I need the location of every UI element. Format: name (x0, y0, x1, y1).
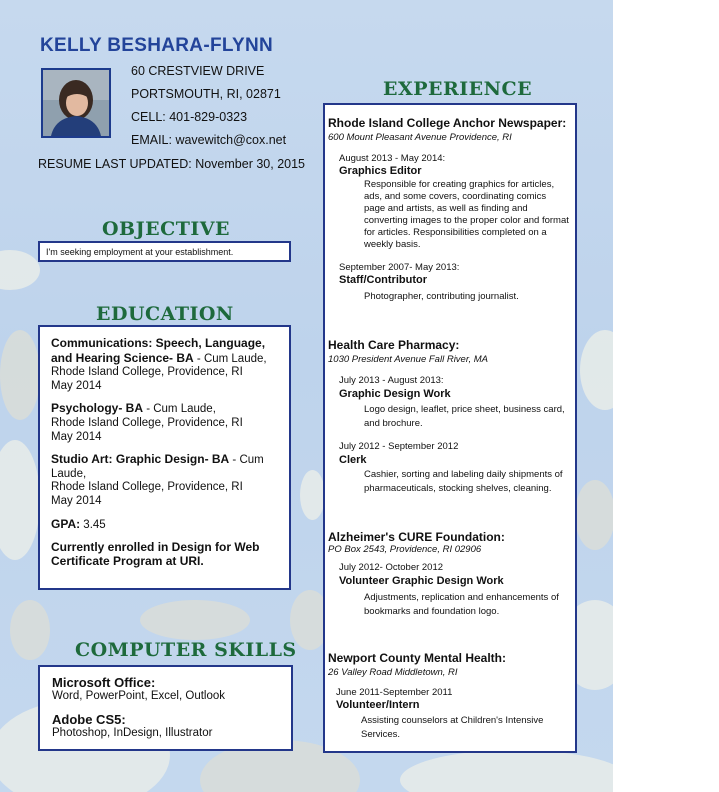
resume-updated: RESUME LAST UPDATED: November 30, 2015 (38, 157, 305, 171)
bg-texture (140, 600, 250, 640)
role-title: Volunteer/Intern (336, 699, 420, 711)
bg-texture (10, 600, 50, 660)
gpa (51, 518, 279, 533)
employer-address: PO Box 2543, Providence, RI 02906 (328, 544, 482, 555)
role-description: Adjustments, replication and enhancements of bookmarks and foundation logo. (364, 592, 559, 617)
role-description: Responsible for creating graphics for articles, ads, and some covers, coordinating comics page and artists, as well as finding and converting images to the proper color and format for articles. Responsibilities completed on a weekly basis. (364, 179, 569, 250)
employer-address: 600 Mount Pleasant Avenue Providence, RI (328, 132, 512, 143)
bg-texture (400, 750, 613, 792)
school: Rhode Island College, Providence, RI (51, 416, 243, 429)
role-dates: July 2012 - September 2012 (339, 441, 459, 452)
enrollment-note: Currently enrolled in Design for Web Certificate Program at URI. (51, 540, 260, 568)
role-description: Photographer, contributing journalist. (364, 291, 519, 302)
employer-address: 1030 President Avenue Fall River, MA (328, 354, 489, 365)
role-description: Logo design, leaflet, price sheet, business card, and brochure. (364, 404, 565, 429)
role-dates: September 2007- May 2013: (339, 262, 460, 273)
bg-texture (580, 330, 613, 410)
bg-texture (300, 470, 325, 520)
role-title: Volunteer Graphic Design Work (339, 575, 504, 587)
degree-honor: - Cum Laude, (143, 403, 216, 416)
role-title: Graphics Editor (339, 165, 422, 177)
skills-box (38, 665, 293, 751)
education-item (51, 402, 279, 444)
skill-group-title: Microsoft Office: (52, 675, 156, 690)
experience-heading: EXPERIENCE (383, 78, 533, 100)
bg-texture (575, 480, 613, 550)
objective-heading: OBJECTIVE (102, 218, 230, 240)
gpa-label: GPA: (51, 516, 81, 531)
role-title: Graphic Design Work (339, 388, 451, 400)
degree-title: Psychology- BA (51, 401, 144, 416)
graduation-date: May 2014 (51, 494, 102, 507)
cell-phone: CELL: 401-829-0323 (131, 110, 248, 124)
skill-group-title: Adobe CS5: (52, 712, 126, 727)
education-heading: EDUCATION (96, 303, 234, 325)
role-dates: June 2011-September 2011 (336, 687, 453, 698)
graduation-date: May 2014 (51, 430, 102, 443)
gpa-value: 3.45 (80, 518, 106, 531)
skills-heading: COMPUTER SKILLS (75, 639, 297, 661)
objective-text: I'm seeking employment at your establishment. (46, 247, 234, 257)
role-title: Clerk (339, 454, 367, 466)
candidate-name: KELLY BESHARA-FLYNN (40, 35, 274, 56)
degree-title: Studio Art: Graphic Design- BA (51, 452, 230, 467)
bg-texture (0, 330, 40, 420)
skill-group-items: Photoshop, InDesign, Illustrator (52, 727, 213, 739)
objective-box (38, 241, 291, 262)
role-dates: August 2013 - May 2014: (339, 153, 446, 164)
skill-group-items: Word, PowerPoint, Excel, Outlook (52, 690, 225, 702)
graduation-date: May 2014 (51, 379, 102, 392)
address-line-2: PORTSMOUTH, RI, 02871 (131, 87, 281, 101)
employer-name: Alzheimer's CURE Foundation: (328, 530, 505, 544)
school: Rhode Island College, Providence, RI (51, 366, 243, 379)
role-title: Staff/Contributor (339, 274, 427, 286)
degree-title: Communications: Speech, Language, and Hearing Science- BA (51, 336, 266, 365)
role-dates: July 2013 - August 2013: (339, 375, 444, 386)
email: EMAIL: wavewitch@cox.net (131, 133, 287, 147)
employer-name: Health Care Pharmacy: (328, 338, 460, 352)
role-description: Assisting counselors at Children's Intensive Services. (361, 715, 544, 740)
education-item (51, 337, 279, 393)
education-box (38, 325, 291, 590)
employer-name: Rhode Island College Anchor Newspaper: (328, 116, 567, 130)
bg-texture (0, 250, 40, 290)
address-line-1: 60 CRESTVIEW DRIVE (131, 64, 265, 78)
school: Rhode Island College, Providence, RI (51, 481, 243, 494)
degree-honor: - Cum Laude, (51, 454, 264, 480)
employer-address: 26 Valley Road Middletown, RI (328, 667, 458, 678)
degree-honor: - Cum Laude, (193, 352, 267, 365)
profile-photo (41, 68, 111, 138)
employer-name: Newport County Mental Health: (328, 651, 507, 665)
bg-texture (0, 440, 40, 560)
experience-box (323, 103, 577, 753)
role-description: Cashier, sorting and labeling daily shipments of pharmaceuticals, stocking shelves, cleaning. (364, 469, 563, 494)
education-item (51, 453, 279, 508)
role-dates: July 2012- October 2012 (339, 562, 444, 573)
